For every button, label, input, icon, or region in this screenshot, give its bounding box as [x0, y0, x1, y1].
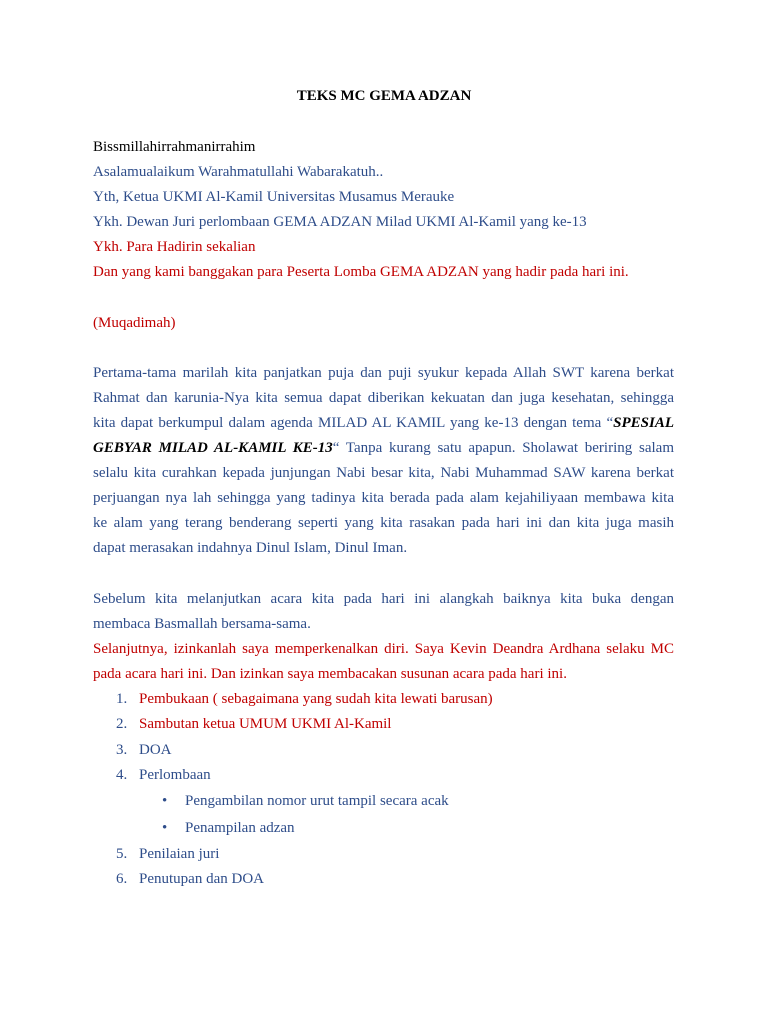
paragraph3-last-line: pada acara hari ini. Dan izinkan saya membacakan susunan acara pada hari ini. — [93, 666, 567, 682]
agenda-number: 2. — [116, 716, 128, 732]
salam-greeting: Asalamualaikum Warahmatullahi Wabarakatuh.. — [93, 164, 384, 180]
agenda-text: Pembukaan ( sebagaimana yang sudah kita lewati barusan) — [139, 691, 493, 707]
theme-name-part2: GEBYAR MILAD AL-KAMIL KE-13 — [93, 440, 333, 456]
paragraph3-line: Selanjutnya, izinkanlah saya memperkenalkan diri. Saya Kevin Deandra Ardhana selaku MC — [93, 641, 674, 657]
agenda-text: Penutupan dan DOA — [139, 871, 264, 887]
paragraph1-line: ke alam yang terang benderang seperti yang kita rasakan pada hari ini dan kita juga masih — [93, 515, 674, 531]
paragraph1-line: perjuangan nya lah sehingga yang tadinya kita berada pada alam kejahiliyaan membawa kita — [93, 490, 674, 506]
paragraph2-line: Sebelum kita melanjutkan acara kita pada hari ini alangkah baiknya kita buka dengan — [93, 591, 674, 607]
paragraph1-line: Pertama-tama marilah kita panjatkan puja dan puji syukur kepada Allah SWT karena berkat — [93, 365, 674, 381]
greeting-ketua: Yth, Ketua UKMI Al-Kamil Universitas Musamus Merauke — [93, 189, 455, 205]
after-theme-text: “ Tanpa kurang satu apapun. Sholawat beriring salam — [332, 440, 674, 456]
paragraph1-line: Rahmat dan karunia-Nya kita semua dapat diberikan kekuatan dan juga kesehatan, sehingga — [93, 390, 674, 406]
bullet-icon: • — [162, 793, 168, 809]
greeting-hadirin: Ykh. Para Hadirin sekalian — [93, 239, 256, 255]
sub-list-text: Pengambilan nomor urut tampil secara acak — [185, 793, 449, 809]
paragraph1-line: selalu kita curahkan kepada junjungan Nabi besar kita, Nabi Muhammad SAW karena berkat — [93, 465, 674, 481]
agenda-text: DOA — [139, 742, 172, 758]
agenda-number: 6. — [116, 871, 128, 887]
sub-list-text: Penampilan adzan — [185, 820, 295, 836]
muqadimah-heading: (Muqadimah) — [93, 315, 176, 331]
agenda-text: Penilaian juri — [139, 846, 220, 862]
agenda-number: 5. — [116, 846, 128, 862]
agenda-text: Sambutan ketua UMUM UKMI Al-Kamil — [139, 716, 392, 732]
agenda-number: 3. — [116, 742, 128, 758]
agenda-text: Perlombaan — [139, 767, 211, 783]
paragraph1-theme-line — [93, 413, 674, 433]
theme-name-part1: SPESIAL — [613, 415, 674, 431]
paragraph1-theme-line-2 — [93, 438, 674, 458]
document-title: TEKS MC GEMA ADZAN — [296, 88, 472, 104]
opening-basmalah: Bissmillahirrahmanirrahim — [93, 139, 256, 155]
paragraph1-last-line: dapat merasakan indahnya Dinul Islam, Dinul Iman. — [93, 540, 408, 556]
agenda-number: 1. — [116, 691, 128, 707]
paragraph1-line-text: kita dapat berkumpul dalam agenda MILAD AL KAMIL yang ke-13 dengan tema “ — [93, 415, 614, 431]
agenda-number: 4. — [116, 767, 128, 783]
greeting-peserta: Dan yang kami banggakan para Peserta Lomba GEMA ADZAN yang hadir pada hari ini. — [93, 264, 629, 280]
greeting-dewan-juri: Ykh. Dewan Juri perlombaan GEMA ADZAN Milad UKMI Al-Kamil yang ke-13 — [93, 214, 587, 230]
bullet-icon: • — [162, 820, 168, 836]
paragraph2-last-line: membaca Basmallah bersama-sama. — [93, 616, 311, 632]
